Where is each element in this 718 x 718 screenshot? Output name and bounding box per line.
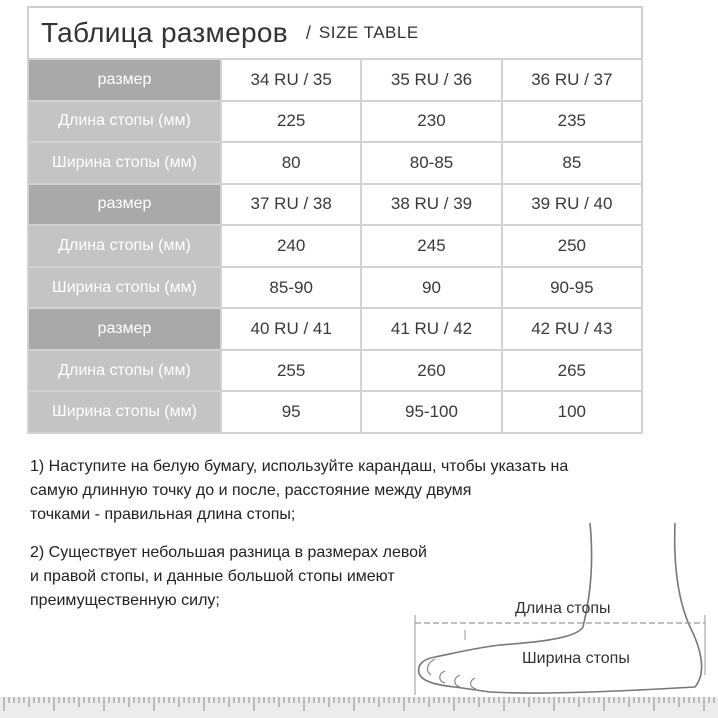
size-cell: 41 RU / 42 bbox=[362, 309, 500, 349]
row-label-size: размер bbox=[29, 60, 220, 100]
width-cell: 95-100 bbox=[362, 392, 500, 432]
length-cell: 260 bbox=[362, 351, 500, 391]
size-cell: 40 RU / 41 bbox=[222, 309, 360, 349]
row-label-width: Ширина стопы (мм) bbox=[29, 143, 220, 183]
title-separator: / bbox=[305, 22, 311, 43]
length-cell: 230 bbox=[362, 102, 500, 142]
width-cell: 100 bbox=[503, 392, 641, 432]
title-bar bbox=[27, 6, 643, 58]
length-cell: 245 bbox=[362, 226, 500, 266]
size-cell: 39 RU / 40 bbox=[503, 185, 641, 225]
row-label-width: Ширина стопы (мм) bbox=[29, 268, 220, 308]
instruction-line: и правой стопы, и данные большой стопы имеют bbox=[30, 568, 395, 585]
instruction-line: самую длинную точку до и после, расстояние между двумя bbox=[30, 482, 472, 499]
width-cell: 85 bbox=[503, 143, 641, 183]
width-cell: 90 bbox=[362, 268, 500, 308]
instruction-line: точками - правильная длина стопы; bbox=[30, 506, 296, 523]
length-cell: 225 bbox=[222, 102, 360, 142]
instruction-line: 2) Существует небольшая разница в размерах левой bbox=[30, 544, 427, 561]
size-cell: 38 RU / 39 bbox=[362, 185, 500, 225]
width-cell: 85-90 bbox=[222, 268, 360, 308]
size-cell: 35 RU / 36 bbox=[362, 60, 500, 100]
row-label-length: Длина стопы (мм) bbox=[29, 351, 220, 391]
width-cell: 80-85 bbox=[362, 143, 500, 183]
diagram-length-label: Длина стопы bbox=[515, 600, 611, 617]
length-cell: 235 bbox=[503, 102, 641, 142]
instruction-line: преимущественную силу; bbox=[30, 592, 220, 609]
ruler-scale bbox=[0, 697, 718, 718]
row-label-size: размер bbox=[29, 185, 220, 225]
size-table bbox=[27, 58, 643, 434]
foot-diagram bbox=[405, 515, 718, 695]
size-cell: 37 RU / 38 bbox=[222, 185, 360, 225]
diagram-width-label: Ширина стопы bbox=[522, 650, 630, 667]
page-title: Таблица размеров bbox=[41, 17, 288, 48]
length-cell: 265 bbox=[503, 351, 641, 391]
length-cell: 250 bbox=[503, 226, 641, 266]
instruction-line: 1) Наступите на белую бумагу, используйте карандаш, чтобы указать на bbox=[30, 458, 569, 475]
size-cell: 34 RU / 35 bbox=[222, 60, 360, 100]
page-subtitle: SIZE TABLE bbox=[318, 23, 419, 42]
row-label-width: Ширина стопы (мм) bbox=[29, 392, 220, 432]
length-cell: 240 bbox=[222, 226, 360, 266]
size-cell: 42 RU / 43 bbox=[503, 309, 641, 349]
length-cell: 255 bbox=[222, 351, 360, 391]
width-cell: 95 bbox=[222, 392, 360, 432]
row-label-size: размер bbox=[29, 309, 220, 349]
row-label-length: Длина стопы (мм) bbox=[29, 102, 220, 142]
size-cell: 36 RU / 37 bbox=[503, 60, 641, 100]
width-cell: 90-95 bbox=[503, 268, 641, 308]
width-cell: 80 bbox=[222, 143, 360, 183]
row-label-length: Длина стопы (мм) bbox=[29, 226, 220, 266]
